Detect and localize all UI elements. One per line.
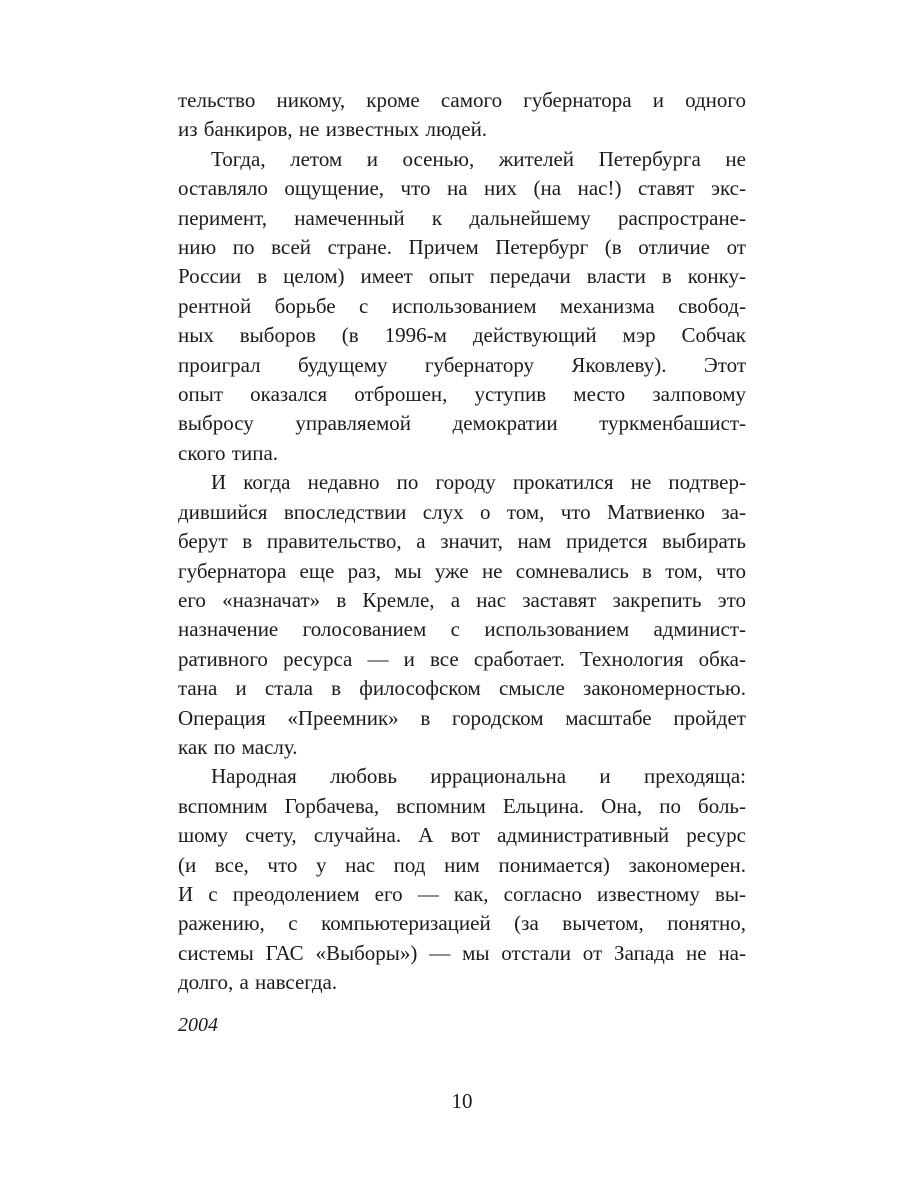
text-line: выбросу управляемой демократии туркменбашист- [178, 411, 746, 436]
text-line: опыт оказался отброшен, уступив место залповому [178, 382, 746, 407]
text-line: тана и стала в философском смысле закономерностью. [178, 676, 746, 701]
text-line: вспомним Горбачева, вспомним Ельцина. Она, по боль- [178, 793, 746, 818]
text-line: ративного ресурса — и все сработает. Технология обка- [178, 646, 746, 671]
page-number: 10 [451, 1089, 473, 1113]
text-line: губернатора еще раз, мы уже не сомневались в том, что [178, 558, 746, 583]
text-line: ражению, с компьютеризацией (за вычетом, понятно, [178, 911, 746, 936]
text-line: ных выборов (в 1996-м действующий мэр Собчак [178, 323, 746, 348]
signature-year: 2004 [178, 1013, 218, 1036]
paragraph [178, 468, 746, 762]
text-line: России в целом) имеет опыт передачи власти в конку- [178, 264, 746, 289]
text-line: И когда недавно по городу прокатился не подтвер- [211, 470, 746, 495]
text-line: проиграл будущему губернатору Яковлеву). Этот [178, 352, 746, 377]
text-line: Тогда, летом и осенью, жителей Петербурга не [211, 146, 746, 171]
paragraph [178, 762, 746, 997]
text-block [178, 86, 746, 998]
text-line: ского типа. [178, 440, 279, 465]
text-line: системы ГАС «Выборы») — мы отстали от Запада не на- [178, 940, 746, 965]
text-line: шому счету, случайна. А вот административный ресурс [178, 823, 746, 848]
text-line: из банкиров, не известных людей. [178, 117, 488, 142]
text-line: тельство никому, кроме самого губернатора и одного [178, 88, 746, 112]
paragraph [178, 145, 746, 468]
paragraph [178, 86, 746, 145]
text-line: нию по всей стране. Причем Петербург (в отличие от [178, 235, 746, 260]
text-line: как по маслу. [178, 734, 298, 759]
text-line: рентной борьбе с использованием механизма свобод- [178, 293, 746, 318]
text-line: перимент, намеченный к дальнейшему распростране- [178, 205, 746, 230]
text-line: назначение голосованием с использованием админист- [178, 617, 746, 642]
text-line: Операция «Преемник» в городском масштабе пройдет [178, 705, 746, 730]
text-line: Народная любовь иррациональна и преходяща: [211, 764, 746, 789]
text-line: долго, а навсегда. [178, 970, 338, 995]
text-line: его «назначат» в Кремле, а нас заставят закрепить это [178, 587, 746, 612]
text-line: дившийся впоследствии слух о том, что Матвиенко за- [178, 499, 746, 524]
text-line: берут в правительство, а значит, нам придется выбирать [178, 529, 746, 554]
text-line: (и все, что у нас под ним понимается) закономерен. [178, 852, 746, 877]
text-line: оставляло ощущение, что на них (на нас!) ставят экс- [178, 176, 746, 201]
text-line: И с преодолением его — как, согласно известному вы- [178, 881, 746, 906]
text-column [178, 86, 746, 1038]
